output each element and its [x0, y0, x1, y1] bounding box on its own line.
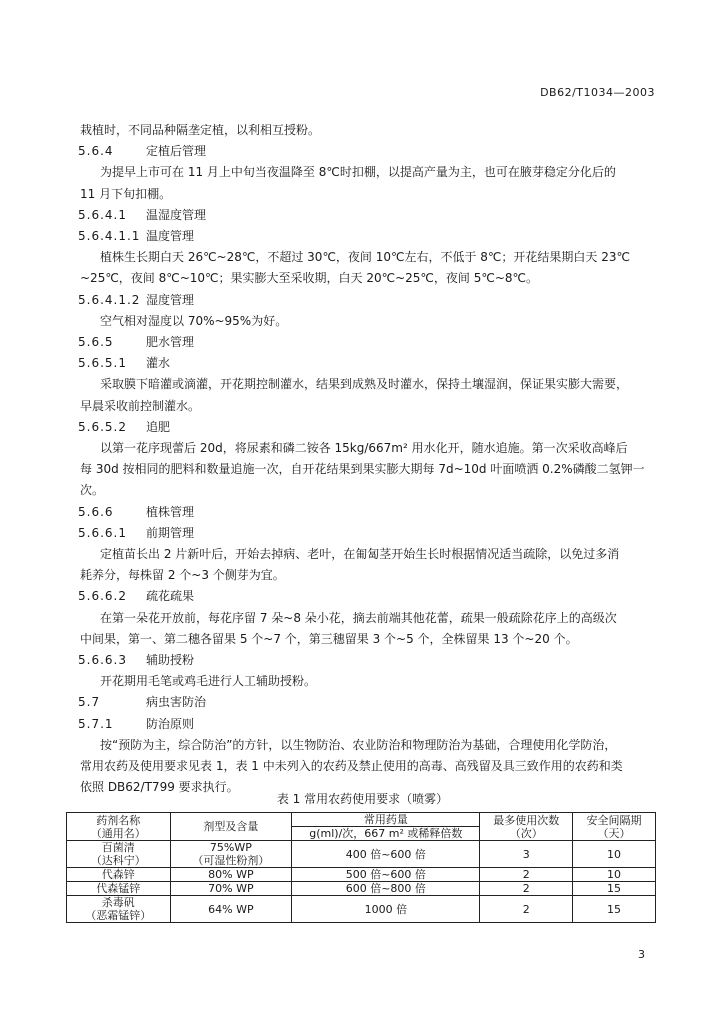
- section-heading: [78, 694, 206, 710]
- header-name-line: 药剂名称: [96, 813, 141, 827]
- paragraph-line: 耗养分，每株留 2 个~3 个侧芽为宜。: [80, 568, 285, 583]
- paragraph-line: 栽植时，不同品种隔垄定植，以利相互授粉。: [80, 123, 321, 137]
- cell-interval: 10: [573, 868, 656, 882]
- paragraph-line: 采取膜下暗灌或滴灌，开花期控制灌水，结果到成熟及时灌水，保持土壤湿润，保证果实膨大需要，: [100, 377, 629, 392]
- cell-name-line: 代森锌: [101, 868, 135, 881]
- paragraph-line: 按“预防为主，综合防治”的方针，以生物防治、农业防治和物理防治为基础，合理使用化学防治，: [100, 737, 617, 752]
- header-interval-line: 安全间隔期: [586, 813, 642, 827]
- cell-formulation: [170, 882, 292, 896]
- section-title: 定植后管理: [146, 144, 207, 159]
- cell-dosage: 1000 倍: [292, 896, 480, 923]
- paragraph-line: 空气相对湿度以 70%~95%为好。: [100, 313, 288, 328]
- paragraph-line: 早晨采收前控制灌水。: [80, 398, 201, 413]
- cell-max-times: 2: [480, 896, 573, 923]
- cell-formulation: [170, 896, 292, 923]
- section-number: 5.6.4.1: [78, 207, 127, 222]
- section-title: 疏花疏果: [146, 589, 195, 604]
- cell-formulation: [170, 868, 292, 882]
- pesticide-table: [66, 812, 656, 923]
- section-number: 5.6.6.3: [78, 653, 127, 667]
- cell-interval: 15: [573, 896, 656, 923]
- paragraph-line: ~25℃，夜间 8℃~10℃；果实膨大至采收期，白天 20℃~25℃，夜间 5℃~8℃。: [80, 271, 538, 286]
- cell-name-line: （达科宁）: [90, 854, 146, 867]
- cell-name-line: （恶霜锰锌）: [85, 909, 152, 922]
- section-heading: [78, 419, 170, 435]
- cell-max-times: 2: [480, 882, 573, 896]
- section-number: 5.6.4.1.2: [78, 292, 141, 307]
- cell-formulation-line: 70% WP: [208, 882, 254, 895]
- section-number: 5.6.4: [78, 144, 114, 159]
- header-interval: [573, 813, 656, 841]
- cell-name-line: 杀毒矾: [101, 896, 135, 909]
- header-dosage: 常用药量: [292, 813, 480, 827]
- section-number: 5.7.1: [78, 716, 114, 731]
- cell-formulation: [170, 841, 292, 868]
- standard-code: DB62/T1034—2003: [540, 86, 655, 99]
- paragraph-line: 次。: [80, 483, 105, 498]
- section-heading: [78, 504, 194, 520]
- paragraph-line: 为提早上市可在 11 月上中旬当夜温降至 8℃时扣棚，以提高产量为主，也可在腋芽稳定分化后的: [100, 165, 616, 180]
- table-title: 表 1 常用农药使用要求（喷雾）: [276, 792, 449, 806]
- section-heading: [78, 525, 194, 541]
- section-heading: [78, 207, 206, 223]
- header-formulation: 剂型及含量: [170, 813, 292, 841]
- header-max-times-line: 最多使用次数: [493, 813, 560, 827]
- section-heading: [78, 355, 170, 371]
- paragraph-line: 以第一花序现蕾后 20d，将尿素和磷二铵各 15kg/667m² 用水化开，随水追施。第一次采收高峰后: [100, 441, 628, 455]
- section-number: 5.6.5.1: [78, 356, 127, 371]
- paragraph-line: 在第一朵花开放前，每花序留 7 朵~8 朵小花，摘去前端其他花蕾，疏果一般疏除花序上的高级次: [100, 610, 617, 625]
- section-number: 5.6.5.2: [78, 419, 127, 434]
- section-heading: [78, 652, 194, 668]
- section-number: 5.6.6: [78, 504, 114, 519]
- section-title: 病虫害防治: [146, 695, 207, 710]
- section-title: 温度管理: [146, 229, 195, 243]
- table-row: [67, 882, 656, 896]
- header-name: [67, 813, 171, 841]
- paragraph-line: 开花期用毛笔或鸡毛进行人工辅助授粉。: [100, 674, 317, 689]
- header-dosage-unit: g(ml)/次，667 m² 或稀释倍数: [292, 827, 480, 841]
- section-title: 追肥: [146, 419, 171, 434]
- section-title: 灌水: [146, 356, 171, 371]
- section-heading: [78, 228, 194, 244]
- cell-formulation-line: （可湿性粉剂）: [192, 854, 270, 867]
- header-max-times-line: （次）: [509, 826, 543, 840]
- paragraph-line: 依照 DB62/T799 要求执行。: [80, 780, 239, 795]
- cell-max-times: 3: [480, 841, 573, 868]
- section-title: 防治原则: [146, 716, 195, 731]
- section-title: 辅助授粉: [146, 653, 195, 667]
- header-max-times: [480, 813, 573, 841]
- header-name-line: （通用名）: [90, 826, 146, 840]
- paragraph-line: 每 30d 按相同的肥料和数量追施一次，自开花结果到果实膨大期每 7d~10d 叶面喷洒 0.2%磷酸二氢钾一: [80, 462, 645, 477]
- section-title: 肥水管理: [146, 335, 195, 349]
- section-heading: [78, 716, 194, 732]
- paragraph-line: 植株生长期白天 26℃~28℃，不超过 30℃，夜间 10℃左右，不低于 8℃；开花结果期白天 23℃: [100, 250, 630, 265]
- section-heading: [78, 334, 194, 350]
- cell-dosage: 600 倍~800 倍: [292, 882, 480, 896]
- section-number: 5.6.6.2: [78, 589, 127, 604]
- cell-formulation-line: 75%WP: [209, 841, 252, 854]
- header-interval-line: （天）: [597, 826, 631, 840]
- cell-interval: 15: [573, 882, 656, 896]
- table-row: [67, 868, 656, 882]
- section-title: 前期管理: [146, 525, 195, 540]
- section-title: 温湿度管理: [146, 207, 207, 222]
- table-row: [67, 896, 656, 923]
- cell-dosage: 400 倍~600 倍: [292, 841, 480, 868]
- cell-name: [67, 841, 171, 868]
- section-title: 植株管理: [146, 504, 195, 519]
- cell-name-line: 代森锰锌: [96, 882, 141, 895]
- section-number: 5.6.5: [78, 335, 114, 349]
- section-heading: [78, 588, 194, 604]
- cell-formulation-line: 64% WP: [208, 902, 254, 916]
- cell-name: [67, 868, 171, 882]
- paragraph-line: 中间果，第一、第二穗各留果 5 个~7 个，第三穗留果 3 个~5 个，全株留果 13 个~20 个。: [80, 631, 578, 646]
- pesticide-table-body: [67, 813, 656, 923]
- paragraph-line: 定植苗长出 2 片新叶后，开始去掉病、老叶，在匍匐茎开始生长时根据情况适当疏除，以免过多消: [100, 547, 620, 561]
- section-number: 5.6.4.1.1: [78, 229, 141, 243]
- section-title: 湿度管理: [146, 292, 195, 307]
- cell-interval: 10: [573, 841, 656, 868]
- section-number: 5.6.6.1: [78, 525, 127, 540]
- cell-formulation-line: 80% WP: [208, 868, 254, 881]
- section-heading: [78, 143, 206, 159]
- cell-name: [67, 896, 171, 923]
- paragraph-line: 常用农药及使用要求见表 1，表 1 中未列入的农药及禁止使用的高毒、高残留及具三致作用的农药和类: [80, 759, 623, 773]
- cell-max-times: 2: [480, 868, 573, 882]
- table-row: [67, 841, 656, 868]
- page-number: 3: [638, 948, 645, 961]
- section-number: 5.7: [78, 695, 101, 710]
- cell-name: [67, 882, 171, 896]
- section-heading: [78, 292, 194, 308]
- cell-name-line: 百菌清: [101, 841, 135, 854]
- paragraph-line: 11 月下旬扣棚。: [80, 186, 172, 201]
- table-header-row: [67, 813, 656, 827]
- cell-dosage: 500 倍~600 倍: [292, 868, 480, 882]
